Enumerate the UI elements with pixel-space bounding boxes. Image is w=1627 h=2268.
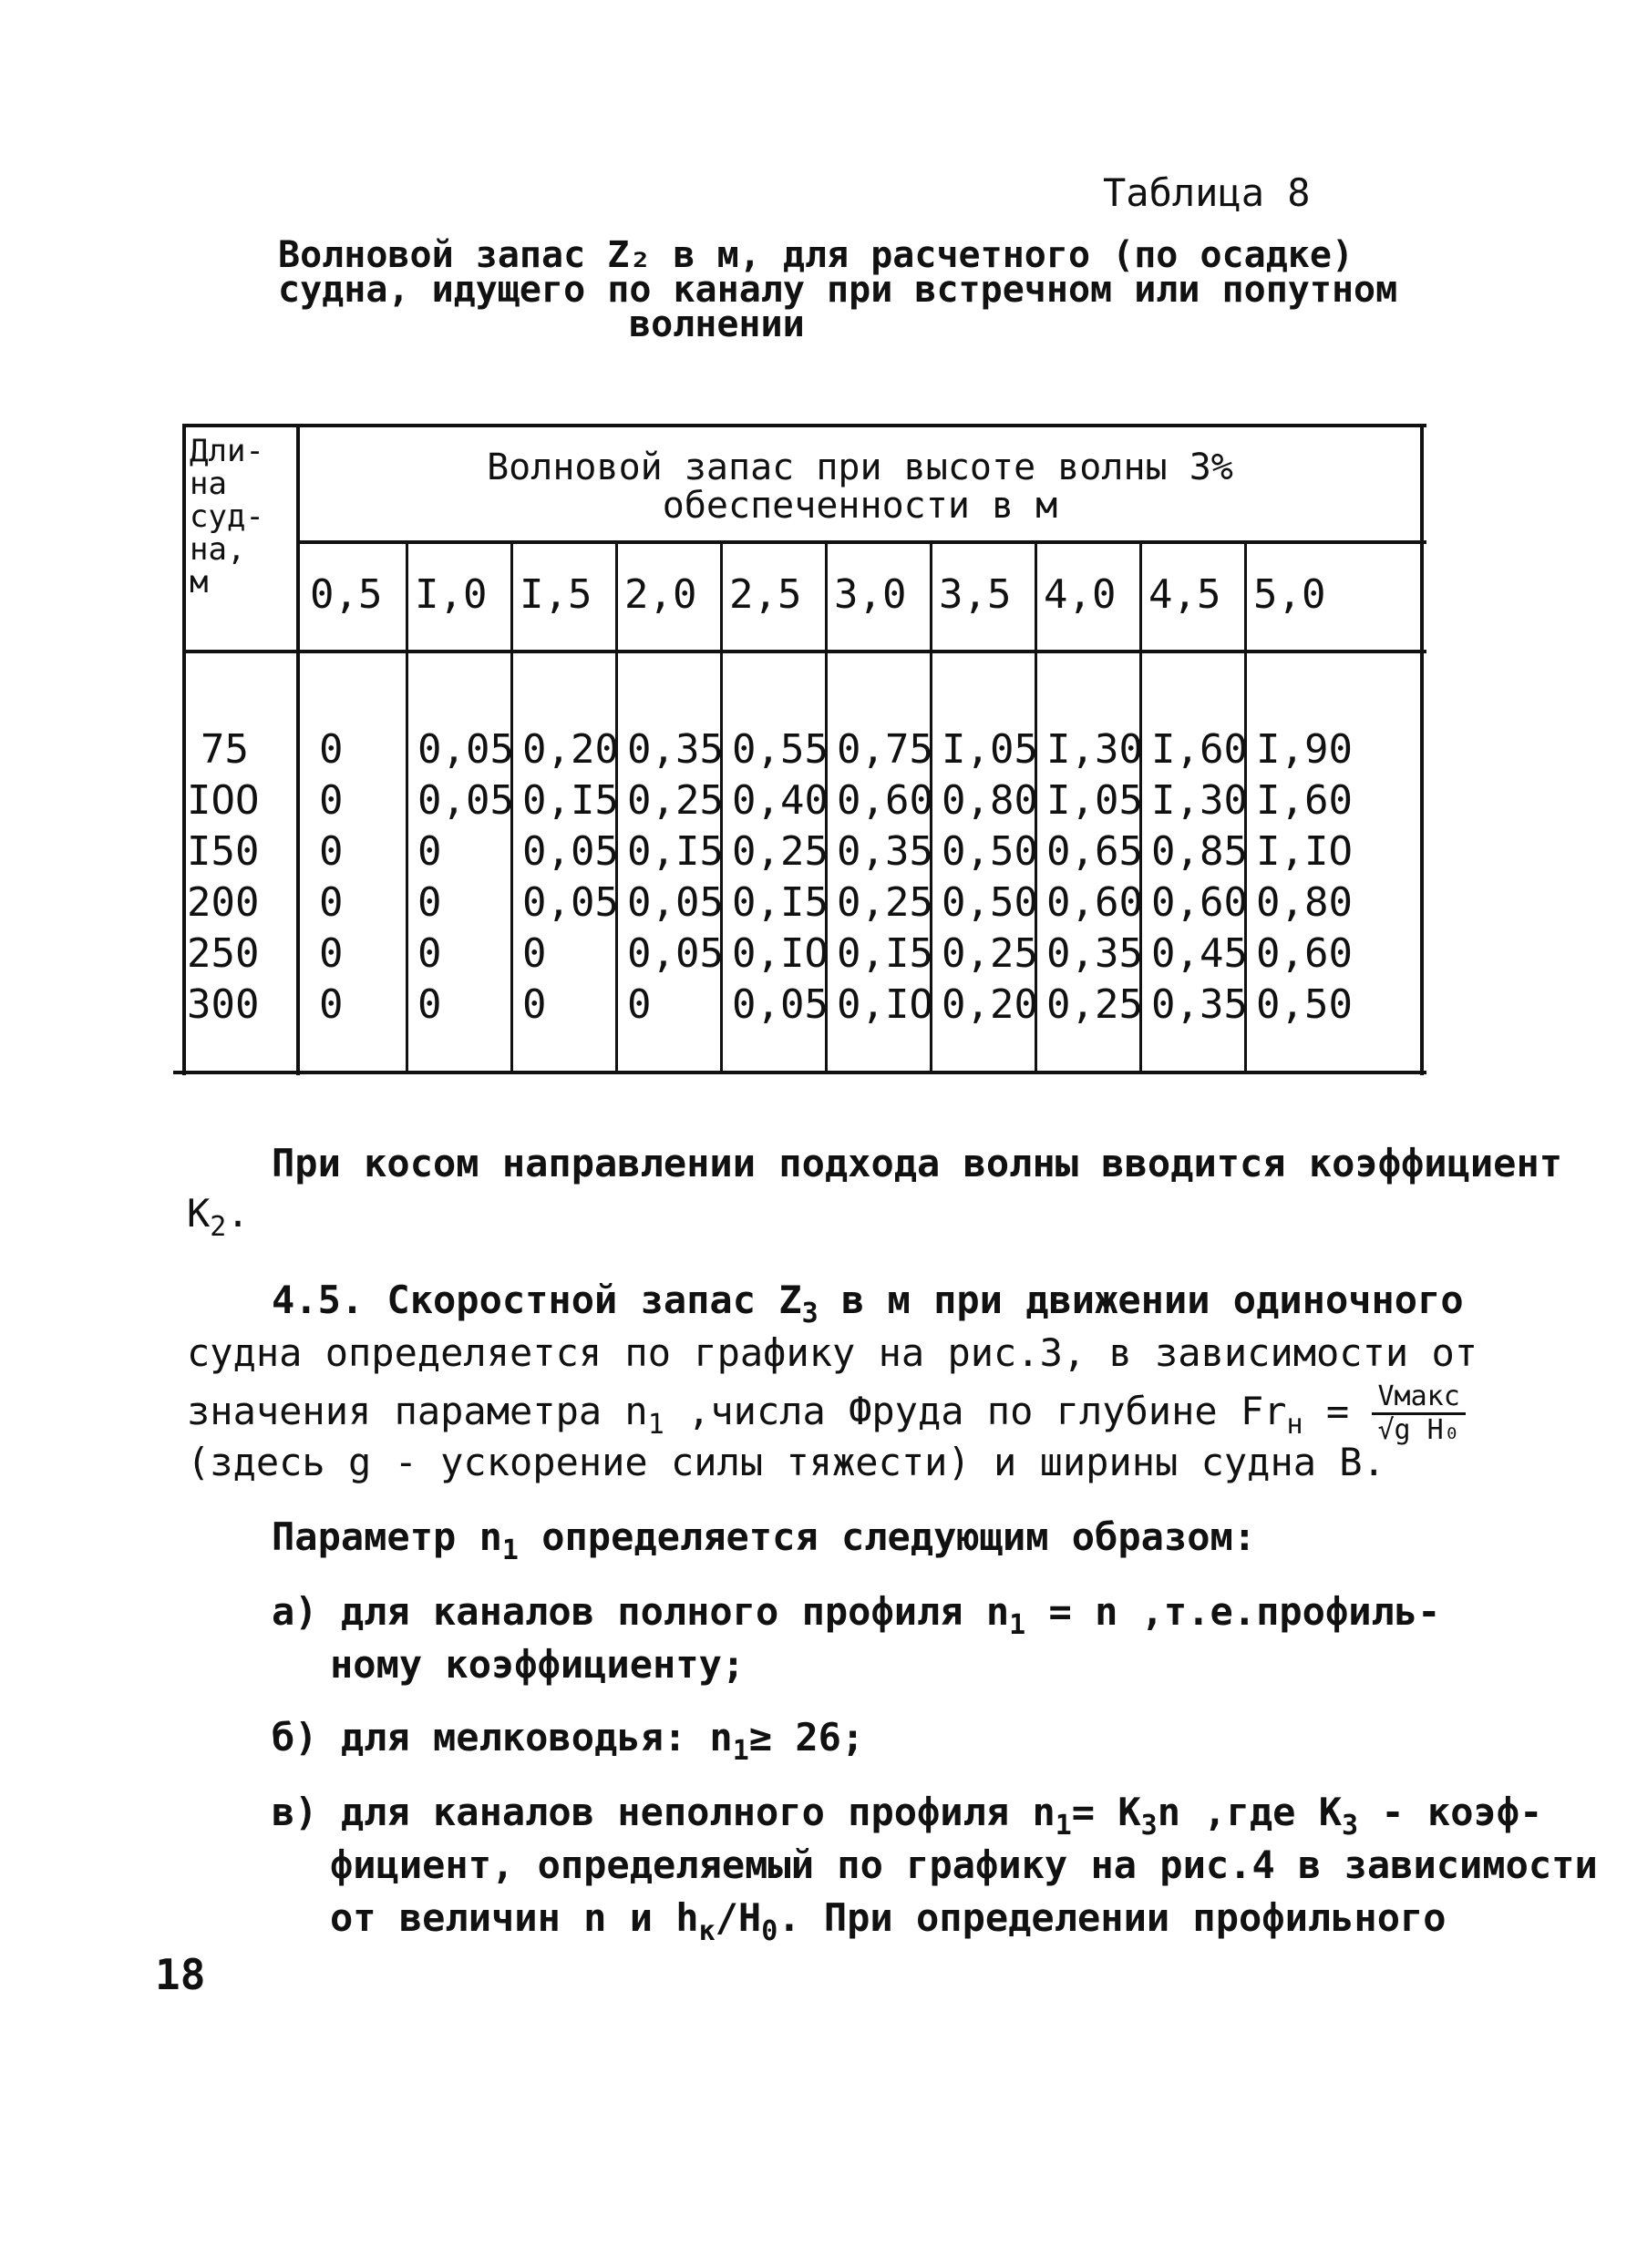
table-cell: 0,35 bbox=[1046, 930, 1143, 977]
row-length: I50 bbox=[187, 828, 260, 875]
table-cell: 0,40 bbox=[732, 777, 829, 824]
row-length: 250 bbox=[187, 930, 260, 977]
oblique-wave-line-2: $К_2$. bbox=[187, 1191, 250, 1243]
table-cell: 0,IO bbox=[732, 930, 829, 977]
table-cell: 0 bbox=[319, 828, 344, 875]
froude-fraction: $\frac{\text{Vмакс}}{\text{√g H₀}}$ bbox=[1372, 1381, 1465, 1446]
column-header: 0,5 bbox=[310, 571, 383, 618]
section-4-5-line-2: судна определяется по графику на рис.3, в зависимости от bbox=[187, 1330, 1478, 1375]
row-header-line-3: суд- bbox=[190, 498, 264, 535]
table-cell: I,90 bbox=[1256, 726, 1353, 773]
table-cell: 0,35 bbox=[1151, 981, 1248, 1028]
table-cell: 0,25 bbox=[837, 879, 933, 926]
table-cell: 0,55 bbox=[732, 726, 829, 773]
table-cell: 0,25 bbox=[627, 777, 724, 824]
caption-line-3: волнении bbox=[629, 303, 805, 345]
item-c-line-2: фициент, определяемый по графику на рис.4 в зависимости bbox=[330, 1842, 1598, 1887]
item-b-line: б) для мелководья: $n_1\ge 26$; bbox=[272, 1715, 865, 1767]
column-header: I,0 bbox=[415, 571, 488, 618]
column-header: 3,5 bbox=[939, 571, 1012, 618]
caption-line-1: Волновой запас Z₂ в м, для расчетного (по осадке) bbox=[278, 234, 1354, 276]
row-length: 75 bbox=[201, 726, 249, 773]
table-cell: 0,80 bbox=[942, 777, 1038, 824]
table-cell: 0 bbox=[522, 930, 547, 977]
table-cell: 0,35 bbox=[837, 828, 933, 875]
table-cell: 0 bbox=[319, 879, 344, 926]
table-cell: I,30 bbox=[1046, 726, 1143, 773]
table-cell: 0,60 bbox=[1151, 879, 1248, 926]
table-cell: 0,35 bbox=[627, 726, 724, 773]
column-header: 5,0 bbox=[1253, 571, 1326, 618]
table-cell: 0 bbox=[417, 879, 442, 926]
row-length: 200 bbox=[187, 879, 260, 926]
table-cell: 0 bbox=[417, 828, 442, 875]
oblique-wave-line-1: При косом направлении подхода волны вводится коэффициент bbox=[272, 1141, 1563, 1185]
table-cell: 0 bbox=[319, 777, 344, 824]
table-cell: 0 bbox=[417, 981, 442, 1028]
item-a-line-2: ному коэффициенту; bbox=[330, 1642, 746, 1687]
column-header: I,5 bbox=[520, 571, 592, 618]
table-cell: 0,60 bbox=[837, 777, 933, 824]
table-cell: 0,75 bbox=[837, 726, 933, 773]
column-header: 2,5 bbox=[729, 571, 802, 618]
table-cell: 0 bbox=[627, 981, 652, 1028]
table-cell: 0,20 bbox=[942, 981, 1038, 1028]
column-header: 3,0 bbox=[834, 571, 907, 618]
table-cell: 0,05 bbox=[627, 930, 724, 977]
table-cell: 0,05 bbox=[417, 726, 514, 773]
table-cell: 0,65 bbox=[1046, 828, 1143, 875]
table-cell: I,05 bbox=[942, 726, 1038, 773]
item-a-line-1: а) для каналов полного профиля $n_1 = n$ ,т.е.профиль- bbox=[272, 1589, 1441, 1641]
caption-line-2: судна, идущего по каналу при встречном или попутном bbox=[278, 269, 1398, 311]
row-header-line-1: Дли- bbox=[190, 433, 264, 469]
group-header-line-1: Волновой запас при высоте волны 3% bbox=[487, 446, 1233, 488]
table-cell: 0,85 bbox=[1151, 828, 1248, 875]
table-cell: 0,60 bbox=[1256, 930, 1353, 977]
row-header-line-2: на bbox=[190, 466, 227, 502]
table-cell: 0,60 bbox=[1046, 879, 1143, 926]
parameter-line: Параметр $n_1$ определяется следующим образом: bbox=[272, 1514, 1257, 1566]
group-header-line-2: обеспеченности в м bbox=[662, 485, 1058, 527]
table-cell: 0 bbox=[319, 981, 344, 1028]
column-header: 4,0 bbox=[1044, 571, 1117, 618]
wave-reserve-table bbox=[173, 424, 1426, 1080]
table-cell: 0,45 bbox=[1151, 930, 1248, 977]
table-cell: 0,05 bbox=[522, 879, 619, 926]
row-length: 300 bbox=[187, 981, 260, 1028]
table-cell: I,60 bbox=[1256, 777, 1353, 824]
page-number: 18 bbox=[155, 1950, 206, 1999]
table-cell: 0 bbox=[319, 930, 344, 977]
table-cell: 0,50 bbox=[1256, 981, 1353, 1028]
table-cell: 0,I5 bbox=[627, 828, 724, 875]
row-length: IOO bbox=[187, 777, 260, 824]
table-cell: 0,IO bbox=[837, 981, 933, 1028]
section-4-5-line-4: (здесь g - ускорение силы тяжести) и ширины судна В. bbox=[187, 1440, 1385, 1484]
table-cell: 0,I5 bbox=[522, 777, 619, 824]
table-cell: 0 bbox=[522, 981, 547, 1028]
table-cell: I,60 bbox=[1151, 726, 1248, 773]
section-4-5-line-3: значения параметра $n_1$ ,числа Фруда по глубине $Fr_н$ = $\frac{\text{Vмакс}}{\text{√g H₀}}$ bbox=[187, 1381, 1466, 1450]
item-c-line-3: от величин n и $h_к/H_0$. При определении профильного bbox=[330, 1895, 1447, 1947]
table-cell: 0 bbox=[319, 726, 344, 773]
table-cell: 0,I5 bbox=[837, 930, 933, 977]
table-cell: I,IO bbox=[1256, 828, 1353, 875]
row-header-line-4: на, bbox=[190, 531, 246, 568]
row-header-line-5: м bbox=[190, 564, 209, 600]
table-cell: 0,80 bbox=[1256, 879, 1353, 926]
column-header: 2,0 bbox=[624, 571, 697, 618]
table-cell: 0,05 bbox=[627, 879, 724, 926]
table-cell: 0,50 bbox=[942, 879, 1038, 926]
table-cell: 0,25 bbox=[1046, 981, 1143, 1028]
table-cell: I,05 bbox=[1046, 777, 1143, 824]
table-cell: 0,05 bbox=[522, 828, 619, 875]
table-cell: 0,25 bbox=[732, 828, 829, 875]
table-cell: 0,50 bbox=[942, 828, 1038, 875]
table-cell: 0,I5 bbox=[732, 879, 829, 926]
table-label: Таблица 8 bbox=[1103, 170, 1311, 215]
table-cell: I,30 bbox=[1151, 777, 1248, 824]
section-4-5-line-1: 4.5. Скоростной запас $Z_3$ в м при движении одиночного bbox=[272, 1278, 1464, 1329]
item-c-line-1: в) для каналов неполного профиля $n_1= К_3n$ ,где $К_3$ - коэф- bbox=[272, 1790, 1543, 1842]
table-cell: 0,05 bbox=[732, 981, 829, 1028]
table-cell: 0,05 bbox=[417, 777, 514, 824]
table-cell: 0,20 bbox=[522, 726, 619, 773]
table-cell: 0 bbox=[417, 930, 442, 977]
column-header: 4,5 bbox=[1148, 571, 1221, 618]
table-cell: 0,25 bbox=[942, 930, 1038, 977]
